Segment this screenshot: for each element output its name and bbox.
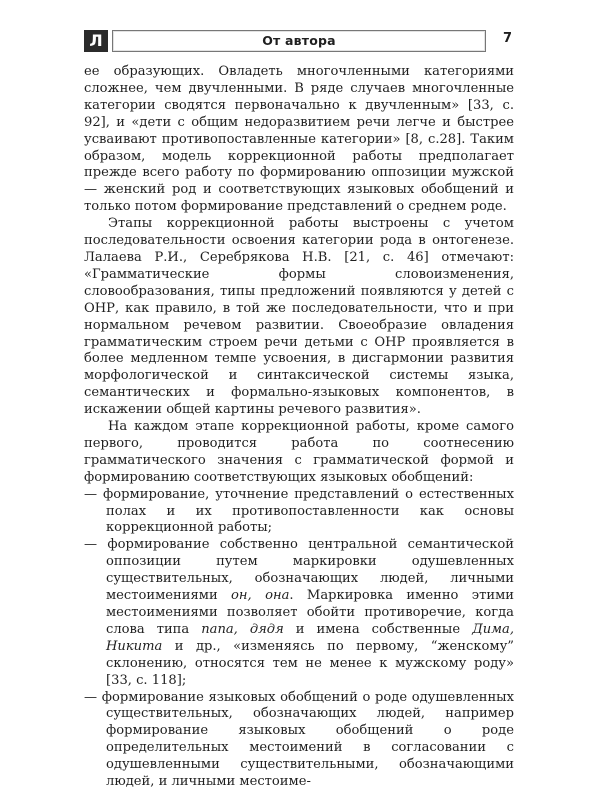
list-item-2-text-a: — формирование собственно центральной семантической оппозиции путем маркировки одушевленных существительных, обозначающих людей, личными местоимениями (84, 537, 514, 604)
paragraph-1: ее образующих. Овладеть многочленными категориями сложнее, чем двучленными. В ряде случаев многочленные категории сводятся первоначально к двучленным» [33, с. 92], и «дети с общим недоразвитием речи легче и быстрее усваивают противопоставленные категории» [8, с.28]. Таким образом, модель коррекционной работы предполагает прежде всего работу по формированию оппозиции мужской — женский род и соответствующих языковых обобщений и только потом формирование представлений о среднем роде. (84, 64, 514, 215)
page-number: 7 (502, 31, 512, 46)
list-item-2-text-b: . Маркировка именно этими местоимениями позволяет обойти противоречие, когда слова типа (106, 588, 515, 637)
list-item-2-emphasis-names: Дима, Никита (106, 621, 514, 654)
list-item-2-emphasis-pronouns: он, она (231, 588, 290, 604)
list-item-1: — формирование, уточнение представлений о естественных полах и их противопоставленности как основы коррекционной работы; (84, 486, 514, 536)
list-item-3: — формирование языковых обобщений о роде одушевленных существительных, обозначающих людей, например формирование языковых обобщений о роде определительных местоимений в согласовании с одушевленными существительными, обозначающими людей, и личными местоиме- (84, 689, 514, 790)
list-item-2-text-d: и др., «изменяясь по первому, “женскому” склонению, относятся тем не менее к мужскому роду» [33, с. 118]; (106, 638, 514, 688)
list-item-2 (84, 537, 514, 689)
list-item-2-emphasis-words: папа, дядя (201, 621, 284, 637)
header-title-box (112, 30, 486, 52)
book-logo: Л (84, 30, 108, 52)
paragraph-3: На каждом этапе коррекционной работы, кроме самого первого, проводится работа по соотнесению грамматического значения с грамматической формой и формированию соответствующих языковых обобщений: (84, 419, 514, 485)
running-header (84, 30, 512, 52)
paragraph-2: Этапы коррекционной работы выстроены с учетом последовательности освоения категории рода в онтогенезе. Лалаева Р.И., Серебрякова Н.В. [21, с. 46] отмечают: «Грамматические формы словоизменения, словообразования, типы предложений появляются у детей с ОНР, как правило, в той же последовательности, что и при нормальном речевом развитии. Своеобразие овладения грамматическим строем речи детьми с ОНР проявляется в более медленном темпе усвоения, в дисгармонии развития морфологической и синтаксической системы языка, семантических и формально-языковых компонентов, в искажении общей картины речевого развития». (84, 216, 514, 418)
list-item-2-text-c: и имена собственные (283, 621, 473, 637)
chapter-title: От автора (262, 33, 336, 48)
page-body (84, 64, 514, 791)
